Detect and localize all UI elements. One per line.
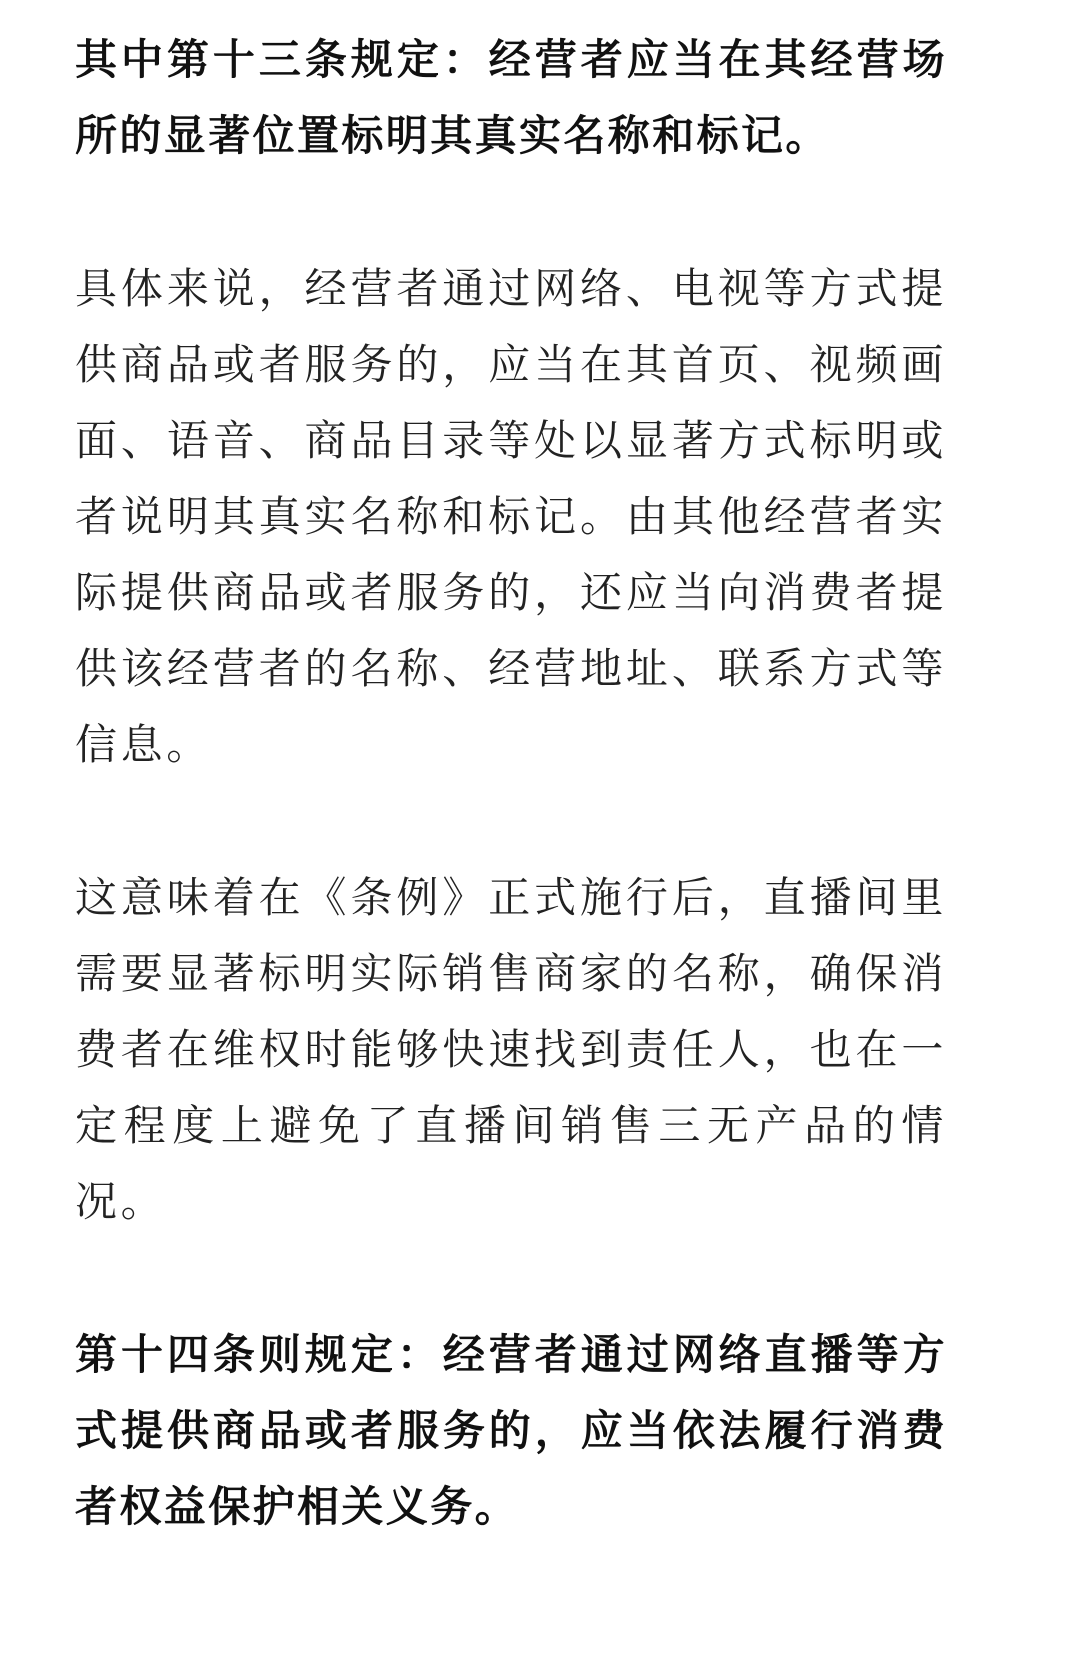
text-line: 所的显著位置标明其真实名称和标记。 bbox=[75, 111, 830, 160]
text-line: 其中第十三条规定：经营者应当在其经营场 bbox=[75, 35, 947, 84]
text-line: 面、语音、商品目录等处以显著方式标明或 bbox=[75, 416, 947, 465]
text-line: 供该经营者的名称、经营地址、联系方式等 bbox=[75, 644, 947, 693]
text-line: 需要显著标明实际销售商家的名称，确保消 bbox=[75, 949, 947, 998]
text-line: 具体来说，经营者通过网络、电视等方式提 bbox=[75, 264, 947, 313]
paragraph-explanation bbox=[75, 251, 947, 783]
paragraph-article-14 bbox=[75, 1317, 947, 1545]
text-line: 式提供商品或者服务的，应当依法履行消费 bbox=[75, 1406, 947, 1455]
text-line: 费者在维权时能够快速找到责任人，也在一 bbox=[75, 1025, 947, 1074]
text-line: 者说明其真实名称和标记。由其他经营者实 bbox=[75, 492, 947, 541]
text-line: 第十四条则规定：经营者通过网络直播等方 bbox=[75, 1330, 947, 1379]
text-line: 这意味着在《条例》正式施行后，直播间里 bbox=[75, 873, 947, 922]
text-line: 况。 bbox=[75, 1177, 167, 1226]
paragraph-article-13 bbox=[75, 22, 947, 174]
text-line: 际提供商品或者服务的，还应当向消费者提 bbox=[75, 568, 947, 617]
paragraph-implication bbox=[75, 860, 947, 1240]
text-line: 信息。 bbox=[75, 720, 212, 769]
text-line: 定程度上避免了直播间销售三无产品的情 bbox=[75, 1101, 947, 1150]
article-body bbox=[75, 22, 947, 1622]
text-line: 者权益保护相关义务。 bbox=[75, 1482, 520, 1531]
text-line: 供商品或者服务的，应当在其首页、视频画 bbox=[75, 340, 947, 389]
